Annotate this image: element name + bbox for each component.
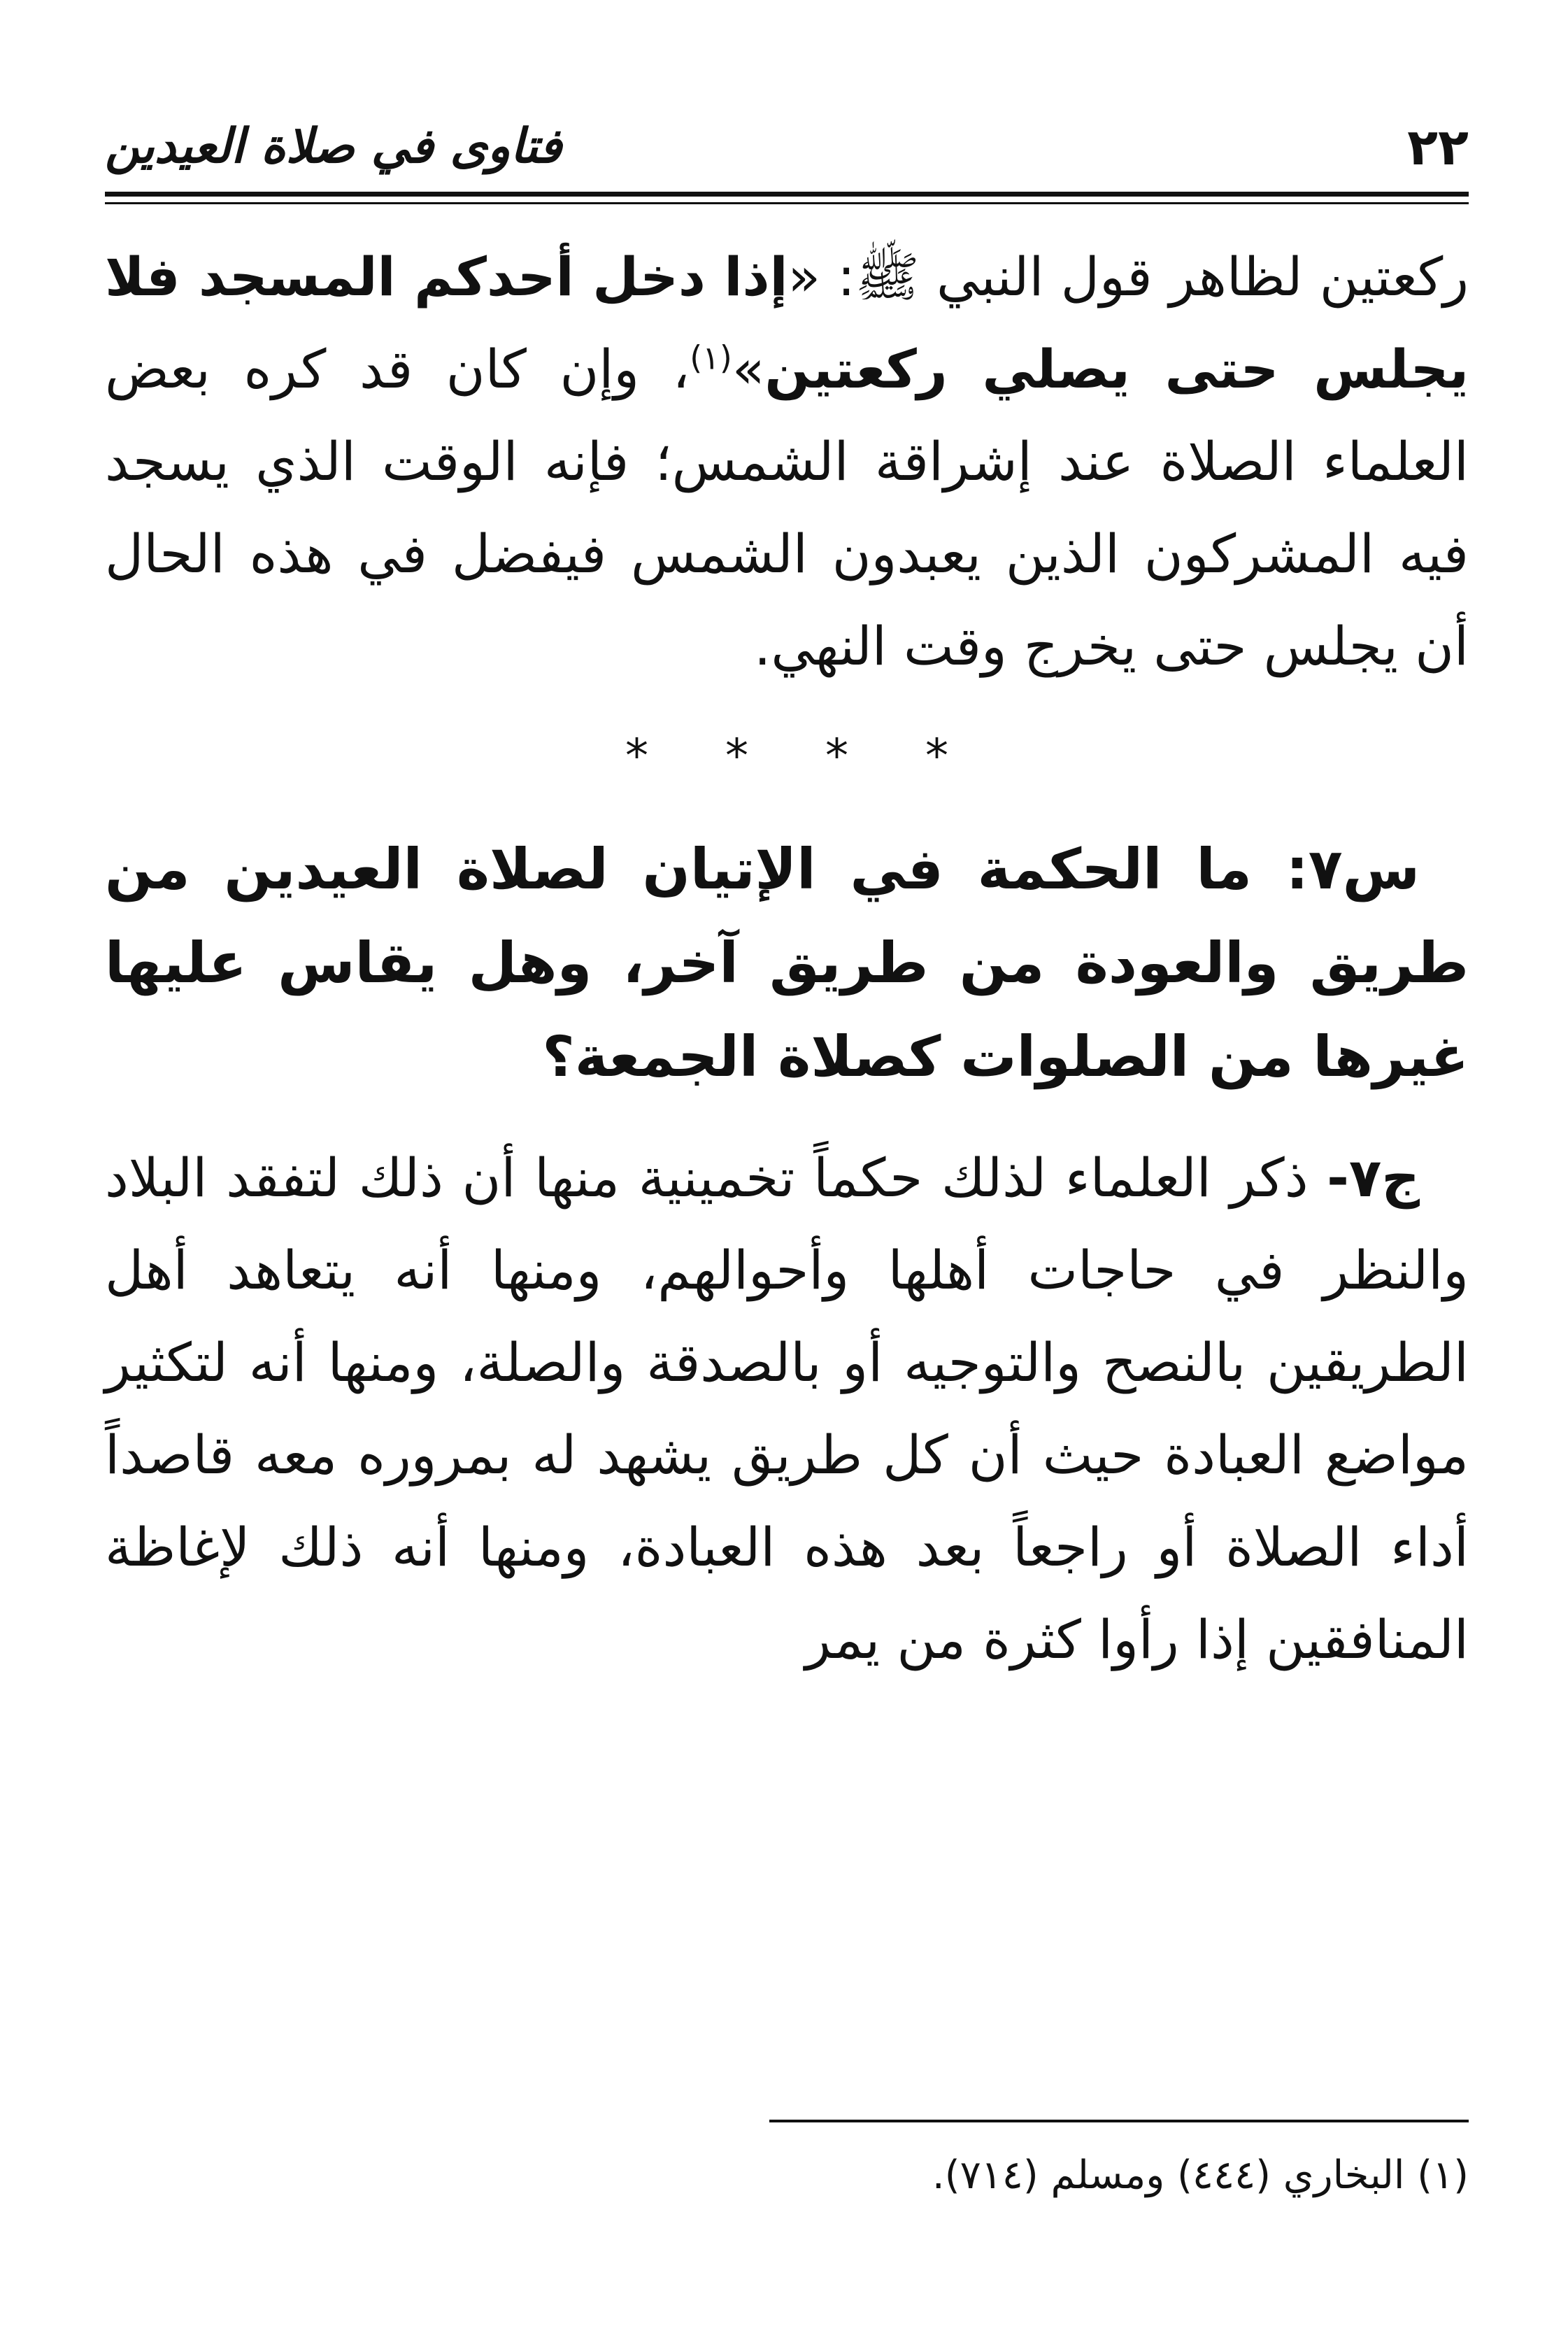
paragraph-intro-text: ركعتين لظاهر قول النبي ﷺ: « [787, 246, 1469, 308]
separator-star: * [625, 729, 648, 783]
page-number: ٢٢ [1407, 118, 1469, 176]
section-separator [105, 718, 1469, 795]
answer-label: ج٧- [1327, 1147, 1420, 1209]
page-header [105, 105, 1469, 189]
question-heading: س٧: ما الحكمة في الإتيان لصلاة العيدين من طريق والعودة من طريق آخر، وهل يقاس عليها غيرها من الصلوات كصلاة الجمعة؟ [105, 837, 1469, 1089]
separator-star: * [925, 729, 948, 783]
header-double-rule [105, 192, 1469, 204]
answer-paragraph [105, 1132, 1469, 1686]
footnote-rule [769, 2120, 1469, 2122]
separator-star: * [825, 729, 848, 783]
answer-text: ذكر العلماء لذلك حكماً تخمينية منها أن ذلك لتفقد البلاد والنظر في حاجات أهلها وأحوالهم، ومنها أنه يتعاهد أهل الطريقين بالنصح والتوجيه أو بالصدقة والصلة، ومنها أنه لتكثير مواضع العبادة حيث أن كل طريق يشهد له بمروره معه قاصداً أداء الصلاة أو راجعاً بعد هذه العبادة، ومنها أنه ذلك لإغاظة المنافقين إذا رأوا كثرة من يمر [105, 1147, 1469, 1671]
quote-close-mark: » [732, 338, 765, 400]
document-page [105, 105, 1469, 2260]
paragraph-rest-text: ، وإن كان قد كره بعض العلماء الصلاة عند إشراقة الشمس؛ فإنه الوقت الذي يسجد فيه المشركون الذين يعبدون الشمس فيفضل في هذه الحال أن يجلس حتى يخرج وقت النهي. [105, 338, 1469, 677]
opening-paragraph [105, 231, 1469, 693]
running-title: فتاوى في صلاة العيدين [105, 119, 562, 174]
hadith-quote: إذا دخل أحدكم المسجد فلا يجلس حتى يصلي ركعتين [105, 246, 1469, 400]
footnote: (١) البخاري (٤٤٤) ومسلم (٧١٤). [932, 2153, 1469, 2198]
footnote-reference: (١) [690, 339, 732, 377]
separator-star: * [725, 729, 748, 783]
